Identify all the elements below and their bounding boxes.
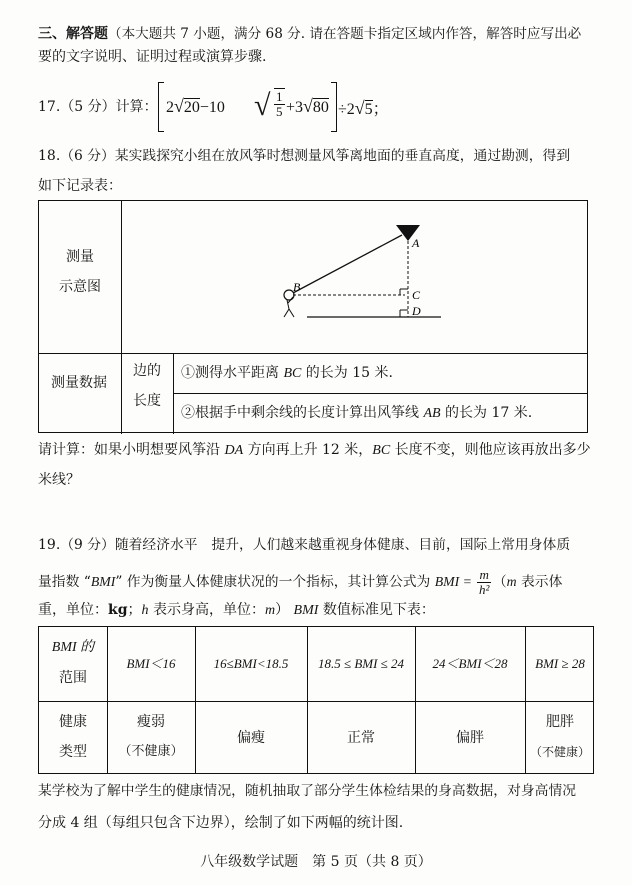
q18-row1-label-b: 示意图 <box>59 279 101 295</box>
person-leg-left <box>284 309 289 317</box>
q19-table-vline-4 <box>415 627 416 773</box>
person-leg-right <box>289 309 294 317</box>
q18-record-table <box>38 200 588 433</box>
section-title: 三、解答题 <box>38 26 108 42</box>
q19-table-vline-2 <box>195 627 196 773</box>
q19-type-3: 正常 <box>347 730 375 746</box>
q19-l2-post: ” 作为衡量人体健康状况的一个指标，其计算公式为 <box>115 574 435 590</box>
q19-l3-kg: kg <box>108 602 128 618</box>
q19-l3-d: ） <box>275 602 294 618</box>
q17-radicand-c: 5 <box>364 101 373 118</box>
q18-item1 <box>181 363 393 384</box>
section-intro: （本大题共 7 小题，满分 68 分. 请在答题卡指定区域内作答，解答时应写出必 <box>108 26 582 42</box>
q19-type-1-a: 瘦弱 <box>137 714 165 730</box>
q19-type-2: 偏瘦 <box>237 730 265 746</box>
q18-row2-label: 测量数据 <box>51 375 107 391</box>
q19-type-5-a: 肥胖 <box>546 714 574 730</box>
q19-l2-tail2: 表示体 <box>516 574 563 590</box>
q19-range-5: BMI ≥ 28 <box>535 656 585 671</box>
q18-line2: 如下记录表： <box>38 178 122 194</box>
q19-number: 19. <box>38 537 61 553</box>
q19-after-line1: 某学校为了解中学生的健康情况，随机抽取了部分学生体检结果的身高数据，对身高情况 <box>38 783 577 799</box>
q18-row2-sub-b: 长度 <box>133 393 161 409</box>
q18-item1-var: BC <box>283 366 302 381</box>
q18-question-line1 <box>38 440 592 461</box>
q17-plus: +3 <box>286 99 304 116</box>
q17-expression-b: +3√80 <box>286 96 329 116</box>
q19-l2-pre: 量指数 “ <box>38 574 91 590</box>
q19-type-label-a: 健康 <box>59 714 87 730</box>
q18-q-mid: 方向再上升 12 米， <box>243 442 373 458</box>
label-c: C <box>412 288 421 302</box>
q17-fraction <box>274 88 285 119</box>
q19-l2-bmi: BMI <box>90 574 116 589</box>
q19-text1: （9 分）随着经济水平 提升，人们越来越重视身体健康、目前，国际上常用身体质 <box>60 537 571 553</box>
q19-type-4: 偏胖 <box>456 730 484 746</box>
q18-q-pre: 请计算：如果小明想要风筝沿 <box>38 442 225 458</box>
q17-frac-den: 5 <box>276 104 283 119</box>
q19-formula-num: m <box>479 567 489 582</box>
q18-table-vline-1 <box>121 201 122 434</box>
label-b: B <box>293 280 301 294</box>
q17-end: ； <box>372 101 389 118</box>
q17-expression-c: ÷2√5； <box>338 98 389 118</box>
q19-range-4: 24＜BMI＜28 <box>432 656 508 671</box>
q19-l3-m: m <box>264 603 276 618</box>
q17-minus: −10 <box>199 99 225 116</box>
q18-row2-sub-a: 边的 <box>133 363 161 379</box>
q18-line1 <box>38 146 592 166</box>
q19-table-vline-3 <box>307 627 308 773</box>
q19-type-label-b: 类型 <box>59 744 87 760</box>
page-footer: 八年级数学试题 第 5 页（共 8 页） <box>200 854 432 870</box>
q19-line2: 量指数 “BMI” 作为衡量人体健康状况的一个指标，其计算公式为 BMI = $\frac{m}{\text{h²}}$ （m 表示体 <box>38 567 563 597</box>
q18-item2 <box>181 403 532 424</box>
q17-coef-a: 2 <box>166 99 174 116</box>
q18-text1: （6 分）某实践探究小组在放风筝时想测量风筝离地面的垂直高度，通过勘测，得到 <box>60 148 571 164</box>
q18-question-line2: 米线？ <box>38 472 80 488</box>
q19-l2-m: m <box>506 574 517 589</box>
q17-right-bracket <box>331 82 337 132</box>
q19-l3-a: 重，单位： <box>38 602 108 618</box>
q19-bmi-table <box>38 626 594 774</box>
q18-item2-post: 的长为 17 米. <box>440 405 533 421</box>
q17-frac-num: 1 <box>276 89 283 104</box>
q19-line1 <box>38 535 592 555</box>
q19-l3-e: 数值标准见下表： <box>318 602 435 618</box>
section-intro-line2: 要的文字说明、证明过程或演算步骤. <box>38 49 267 65</box>
q17-div: ÷2 <box>338 101 355 118</box>
section-header-line <box>38 24 592 44</box>
q19-type-1-b: （不健康） <box>118 744 184 759</box>
q18-table-hline-1 <box>39 353 587 354</box>
kite-string-ab <box>293 235 402 293</box>
q17-sqrt-sign: √ <box>254 89 271 122</box>
q19-l3-bmi: BMI <box>293 603 319 618</box>
q19-formula-frac <box>477 568 490 597</box>
label-a: A <box>412 236 420 250</box>
q18-item2-pre: ②根据手中剩余线的长度计算出风筝线 <box>181 405 424 421</box>
q19-line3 <box>38 600 592 621</box>
q19-formula-lhs: BMI <box>434 574 460 589</box>
q19-range-3: 18.5 ≤ BMI ≤ 24 <box>317 656 405 671</box>
q17-score: （5 分）计算： <box>60 99 158 115</box>
q19-header-label-b: 范围 <box>59 670 87 686</box>
q19-l3-h: h <box>141 603 149 618</box>
q18-item1-pre: ①测得水平距离 <box>181 365 284 381</box>
q18-q-var1: DA <box>224 443 244 458</box>
q18-item2-var: AB <box>423 406 441 421</box>
q17-radicand-a: 20 <box>183 99 200 116</box>
label-d: D <box>412 304 421 318</box>
q18-kite-diagram <box>189 207 479 337</box>
q19-range-1: BMI＜16 <box>126 656 176 671</box>
q19-table-hline <box>39 701 593 702</box>
q18-number: 18. <box>38 148 61 164</box>
q18-row1-label-a: 测量 <box>66 249 94 265</box>
q19-l3-b: ； <box>127 602 142 618</box>
person-body <box>287 300 289 309</box>
q17-left-bracket <box>158 82 164 132</box>
q18-q-post: 长度不变，则他应该再放出多少 <box>390 442 591 458</box>
q18-q-var2: BC <box>372 443 391 458</box>
q19-header-label-a: BMI 的 <box>51 640 95 655</box>
q17-number: 17. <box>38 99 61 115</box>
q19-after-line2: 分成 4 组（每组只包含下边界），绘制了如下两幅的统计图. <box>38 815 404 831</box>
q19-l2-tail: （ <box>492 574 507 590</box>
q17-radicand-b: 80 <box>312 99 329 116</box>
q19-type-5-b: （不健康） <box>529 745 590 759</box>
q19-range-2: 16≤BMI<18.5 <box>213 656 289 671</box>
q17-expression: 2√20−10 <box>166 96 225 116</box>
q18-item1-post: 的长为 15 米. <box>301 365 393 381</box>
q19-l3-c: 表示身高，单位： <box>148 602 265 618</box>
q18-table-hline-2 <box>173 393 587 394</box>
q19-formula-den: h² <box>478 582 490 597</box>
